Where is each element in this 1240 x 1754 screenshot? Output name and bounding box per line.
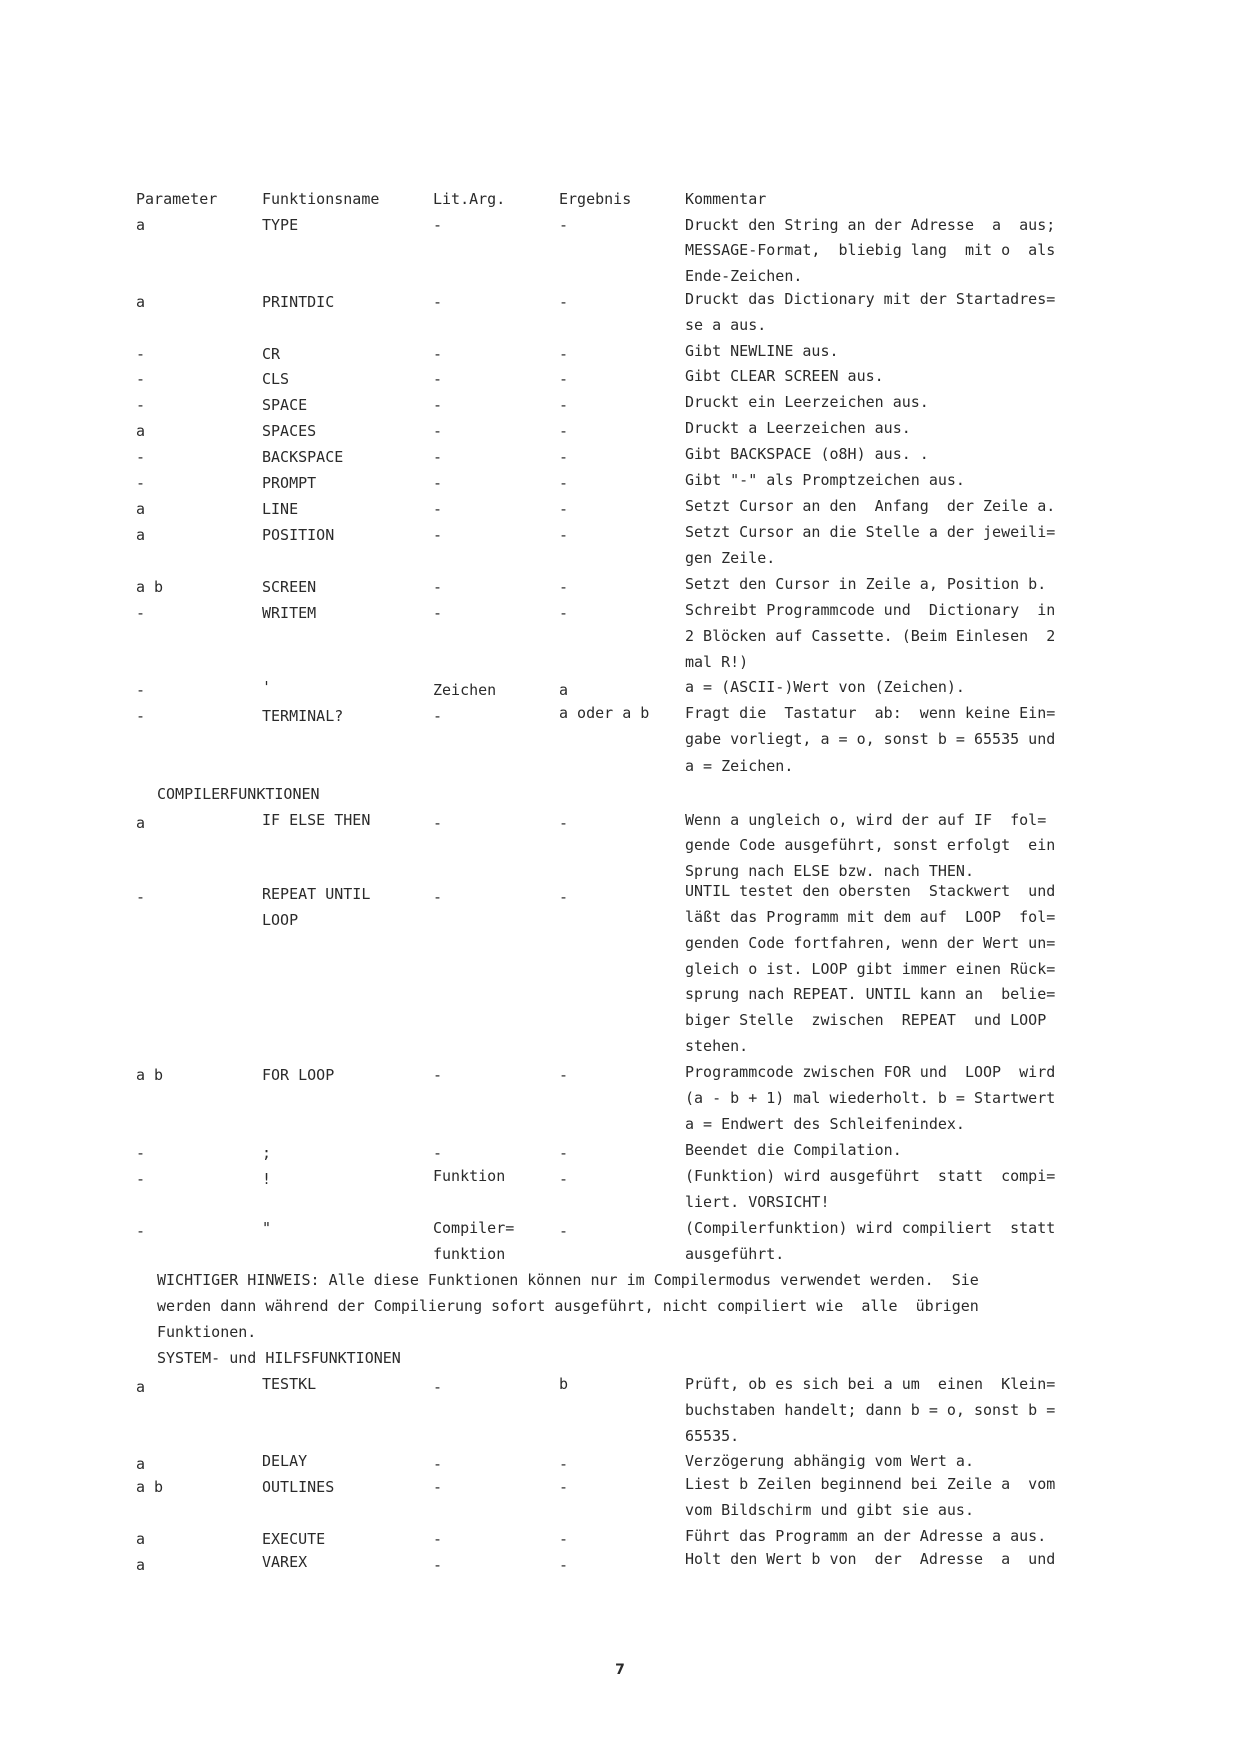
row-name: VAREX bbox=[262, 1553, 308, 1571]
row-lit: - bbox=[433, 1530, 443, 1548]
row-comment: Fragt die Tastatur ab: wenn keine Ein= bbox=[685, 704, 1056, 722]
row-param: a bbox=[136, 526, 146, 544]
row-comment: (Compilerfunktion) wird compiliert statt bbox=[685, 1219, 1056, 1237]
row-param: - bbox=[136, 707, 146, 725]
row-result: - bbox=[559, 888, 569, 906]
row-lit: - bbox=[433, 1556, 443, 1574]
row-param: - bbox=[136, 604, 146, 622]
row-param: - bbox=[136, 370, 146, 388]
row-param: a b bbox=[136, 578, 164, 596]
row-param: a bbox=[136, 1556, 146, 1574]
note-line: Funktionen. bbox=[157, 1323, 257, 1341]
row-comment: ausgeführt. bbox=[685, 1245, 785, 1263]
row-comment: buchstaben handelt; dann b = o, sonst b = bbox=[685, 1401, 1056, 1419]
row-result: - bbox=[559, 1556, 569, 1574]
row-param: a bbox=[136, 216, 146, 234]
row-name: TYPE bbox=[262, 216, 299, 234]
row-lit: Compiler= bbox=[433, 1219, 515, 1237]
row-lit: funktion bbox=[433, 1245, 506, 1263]
row-comment: Druckt das Dictionary mit der Startadres= bbox=[685, 290, 1056, 308]
row-param: - bbox=[136, 1170, 146, 1188]
row-param: a b bbox=[136, 1066, 164, 1084]
row-name: SCREEN bbox=[262, 578, 317, 596]
row-comment: genden Code fortfahren, wenn der Wert un= bbox=[685, 934, 1056, 952]
row-name: PROMPT bbox=[262, 474, 317, 492]
row-name: OUTLINES bbox=[262, 1478, 335, 1496]
row-lit: - bbox=[433, 1144, 443, 1162]
row-comment: gleich o ist. LOOP gibt immer einen Rück= bbox=[685, 960, 1056, 978]
row-param: - bbox=[136, 448, 146, 466]
row-comment: Schreibt Programmcode und Dictionary in bbox=[685, 601, 1056, 619]
header-lit-arg: Lit.Arg. bbox=[433, 190, 506, 208]
row-param: - bbox=[136, 1144, 146, 1162]
row-result: - bbox=[559, 1144, 569, 1162]
row-comment: gabe vorliegt, a = o, sonst b = 65535 und bbox=[685, 730, 1056, 748]
row-name: DELAY bbox=[262, 1452, 308, 1470]
row-result: b bbox=[559, 1375, 569, 1393]
row-lit: - bbox=[433, 500, 443, 518]
row-name: EXECUTE bbox=[262, 1530, 326, 1548]
row-comment: Druckt ein Leerzeichen aus. bbox=[685, 393, 929, 411]
row-comment: Programmcode zwischen FOR und LOOP wird bbox=[685, 1063, 1056, 1081]
row-lit: - bbox=[433, 1478, 443, 1496]
header-funktionsname: Funktionsname bbox=[262, 190, 380, 208]
row-comment: gen Zeile. bbox=[685, 549, 776, 567]
row-name: ' bbox=[262, 678, 272, 696]
row-lit: - bbox=[433, 1378, 443, 1396]
row-name: TERMINAL? bbox=[262, 707, 344, 725]
row-name: REPEAT UNTIL bbox=[262, 885, 371, 903]
row-comment: sprung nach REPEAT. UNTIL kann an belie= bbox=[685, 985, 1056, 1003]
row-result: - bbox=[559, 370, 569, 388]
row-result: - bbox=[559, 293, 569, 311]
row-name: BACKSPACE bbox=[262, 448, 344, 466]
header-parameter: Parameter bbox=[136, 190, 218, 208]
row-lit: - bbox=[433, 1455, 443, 1473]
row-result: a oder a b bbox=[559, 704, 650, 722]
row-param: a bbox=[136, 293, 146, 311]
row-comment: 65535. bbox=[685, 1427, 740, 1445]
row-name: WRITEM bbox=[262, 604, 317, 622]
row-comment: Holt den Wert b von der Adresse a und bbox=[685, 1550, 1056, 1568]
row-result: - bbox=[559, 1066, 569, 1084]
row-lit: Zeichen bbox=[433, 681, 497, 699]
row-lit: - bbox=[433, 370, 443, 388]
note-line: WICHTIGER HINWEIS: Alle diese Funktionen können nur im Compilermodus verwendet werden. Sie bbox=[157, 1271, 979, 1289]
row-name: ; bbox=[262, 1144, 272, 1162]
row-param: - bbox=[136, 888, 146, 906]
row-param: - bbox=[136, 474, 146, 492]
row-lit: - bbox=[433, 396, 443, 414]
row-comment: a = Zeichen. bbox=[685, 757, 794, 775]
row-lit: - bbox=[433, 422, 443, 440]
row-name: LINE bbox=[262, 500, 299, 518]
row-comment: Liest b Zeilen beginnend bei Zeile a vom bbox=[685, 1475, 1056, 1493]
row-name: SPACES bbox=[262, 422, 317, 440]
row-comment: gende Code ausgeführt, sonst erfolgt ein bbox=[685, 836, 1056, 854]
row-param: a bbox=[136, 814, 146, 832]
row-lit: Funktion bbox=[433, 1167, 506, 1185]
row-comment: a = (ASCII-)Wert von (Zeichen). bbox=[685, 678, 965, 696]
row-result: - bbox=[559, 578, 569, 596]
row-param: a bbox=[136, 422, 146, 440]
row-comment: vom Bildschirm und gibt sie aus. bbox=[685, 1501, 974, 1519]
row-name: LOOP bbox=[262, 911, 299, 929]
row-comment: (a - b + 1) mal wiederholt. b = Startwert bbox=[685, 1089, 1056, 1107]
row-comment: Gibt CLEAR SCREEN aus. bbox=[685, 367, 884, 385]
row-comment: a = Endwert des Schleifenindex. bbox=[685, 1115, 965, 1133]
row-lit: - bbox=[433, 293, 443, 311]
row-result: - bbox=[559, 604, 569, 622]
row-comment: liert. VORSICHT! bbox=[685, 1193, 830, 1211]
row-result: - bbox=[559, 474, 569, 492]
row-comment: Führt das Programm an der Adresse a aus. bbox=[685, 1527, 1047, 1545]
row-param: a bbox=[136, 1378, 146, 1396]
row-comment: 2 Blöcken auf Cassette. (Beim Einlesen 2 bbox=[685, 627, 1056, 645]
row-result: - bbox=[559, 396, 569, 414]
row-result: - bbox=[559, 1222, 569, 1240]
row-comment: Gibt BACKSPACE (o8H) aus. . bbox=[685, 445, 929, 463]
row-name: PRINTDIC bbox=[262, 293, 335, 311]
row-lit: - bbox=[433, 578, 443, 596]
row-comment: Setzt Cursor an den Anfang der Zeile a. bbox=[685, 497, 1056, 515]
row-lit: - bbox=[433, 888, 443, 906]
row-name: CLS bbox=[262, 370, 290, 388]
row-comment: Setzt den Cursor in Zeile a, Position b. bbox=[685, 575, 1047, 593]
row-comment: mal R!) bbox=[685, 653, 749, 671]
row-result: - bbox=[559, 526, 569, 544]
page-number: 7 bbox=[615, 1662, 625, 1678]
row-comment: UNTIL testet den obersten Stackwert und bbox=[685, 882, 1056, 900]
row-comment: Sprung nach ELSE bzw. nach THEN. bbox=[685, 862, 974, 880]
row-result: - bbox=[559, 1530, 569, 1548]
row-result: - bbox=[559, 1455, 569, 1473]
row-result: - bbox=[559, 500, 569, 518]
row-result: - bbox=[559, 1170, 569, 1188]
row-comment: se a aus. bbox=[685, 316, 767, 334]
row-param: - bbox=[136, 396, 146, 414]
row-comment: Wenn a ungleich o, wird der auf IF fol= bbox=[685, 811, 1047, 829]
row-result: - bbox=[559, 422, 569, 440]
row-comment: Verzögerung abhängig vom Wert a. bbox=[685, 1452, 974, 1470]
row-result: - bbox=[559, 216, 569, 234]
row-lit: - bbox=[433, 814, 443, 832]
row-name: IF ELSE THEN bbox=[262, 811, 371, 829]
row-param: - bbox=[136, 1222, 146, 1240]
row-param: - bbox=[136, 345, 146, 363]
row-comment: läßt das Programm mit dem auf LOOP fol= bbox=[685, 908, 1056, 926]
section-heading-compiler: COMPILERFUNKTIONEN bbox=[157, 785, 320, 803]
row-comment: Druckt a Leerzeichen aus. bbox=[685, 419, 911, 437]
row-lit: - bbox=[433, 1066, 443, 1084]
row-lit: - bbox=[433, 216, 443, 234]
row-result: - bbox=[559, 345, 569, 363]
row-result: - bbox=[559, 1478, 569, 1496]
row-lit: - bbox=[433, 526, 443, 544]
row-param: a bbox=[136, 500, 146, 518]
row-comment: stehen. bbox=[685, 1037, 749, 1055]
row-param: a bbox=[136, 1455, 146, 1473]
header-ergebnis: Ergebnis bbox=[559, 190, 632, 208]
row-comment: Setzt Cursor an die Stelle a der jeweili= bbox=[685, 523, 1056, 541]
row-param: a bbox=[136, 1530, 146, 1548]
header-kommentar: Kommentar bbox=[685, 190, 767, 208]
section-heading-system: SYSTEM- und HILFSFUNKTIONEN bbox=[157, 1349, 401, 1367]
row-param: - bbox=[136, 681, 146, 699]
row-lit: - bbox=[433, 707, 443, 725]
row-comment: Druckt den String an der Adresse a aus; bbox=[685, 216, 1056, 234]
row-comment: Gibt NEWLINE aus. bbox=[685, 342, 839, 360]
row-lit: - bbox=[433, 448, 443, 466]
row-result: - bbox=[559, 814, 569, 832]
row-result: a bbox=[559, 681, 569, 699]
row-name: SPACE bbox=[262, 396, 308, 414]
row-lit: - bbox=[433, 474, 443, 492]
row-comment: Ende-Zeichen. bbox=[685, 267, 803, 285]
row-comment: Beendet die Compilation. bbox=[685, 1141, 902, 1159]
row-lit: - bbox=[433, 345, 443, 363]
row-name: ! bbox=[262, 1170, 272, 1188]
row-comment: Prüft, ob es sich bei a um einen Klein= bbox=[685, 1375, 1056, 1393]
note-line: werden dann während der Compilierung sofort ausgeführt, nicht compiliert wie alle übrigen bbox=[157, 1297, 979, 1315]
row-comment: biger Stelle zwischen REPEAT und LOOP bbox=[685, 1011, 1047, 1029]
row-lit: - bbox=[433, 604, 443, 622]
row-name: CR bbox=[262, 345, 281, 363]
row-name: TESTKL bbox=[262, 1375, 317, 1393]
row-name: " bbox=[262, 1219, 272, 1237]
row-name: POSITION bbox=[262, 526, 335, 544]
row-comment: Gibt "-" als Promptzeichen aus. bbox=[685, 471, 965, 489]
row-comment: MESSAGE-Format, bliebig lang mit o als bbox=[685, 241, 1056, 259]
row-result: - bbox=[559, 448, 569, 466]
row-comment: (Funktion) wird ausgeführt statt compi= bbox=[685, 1167, 1056, 1185]
row-name: FOR LOOP bbox=[262, 1066, 335, 1084]
row-param: a b bbox=[136, 1478, 164, 1496]
